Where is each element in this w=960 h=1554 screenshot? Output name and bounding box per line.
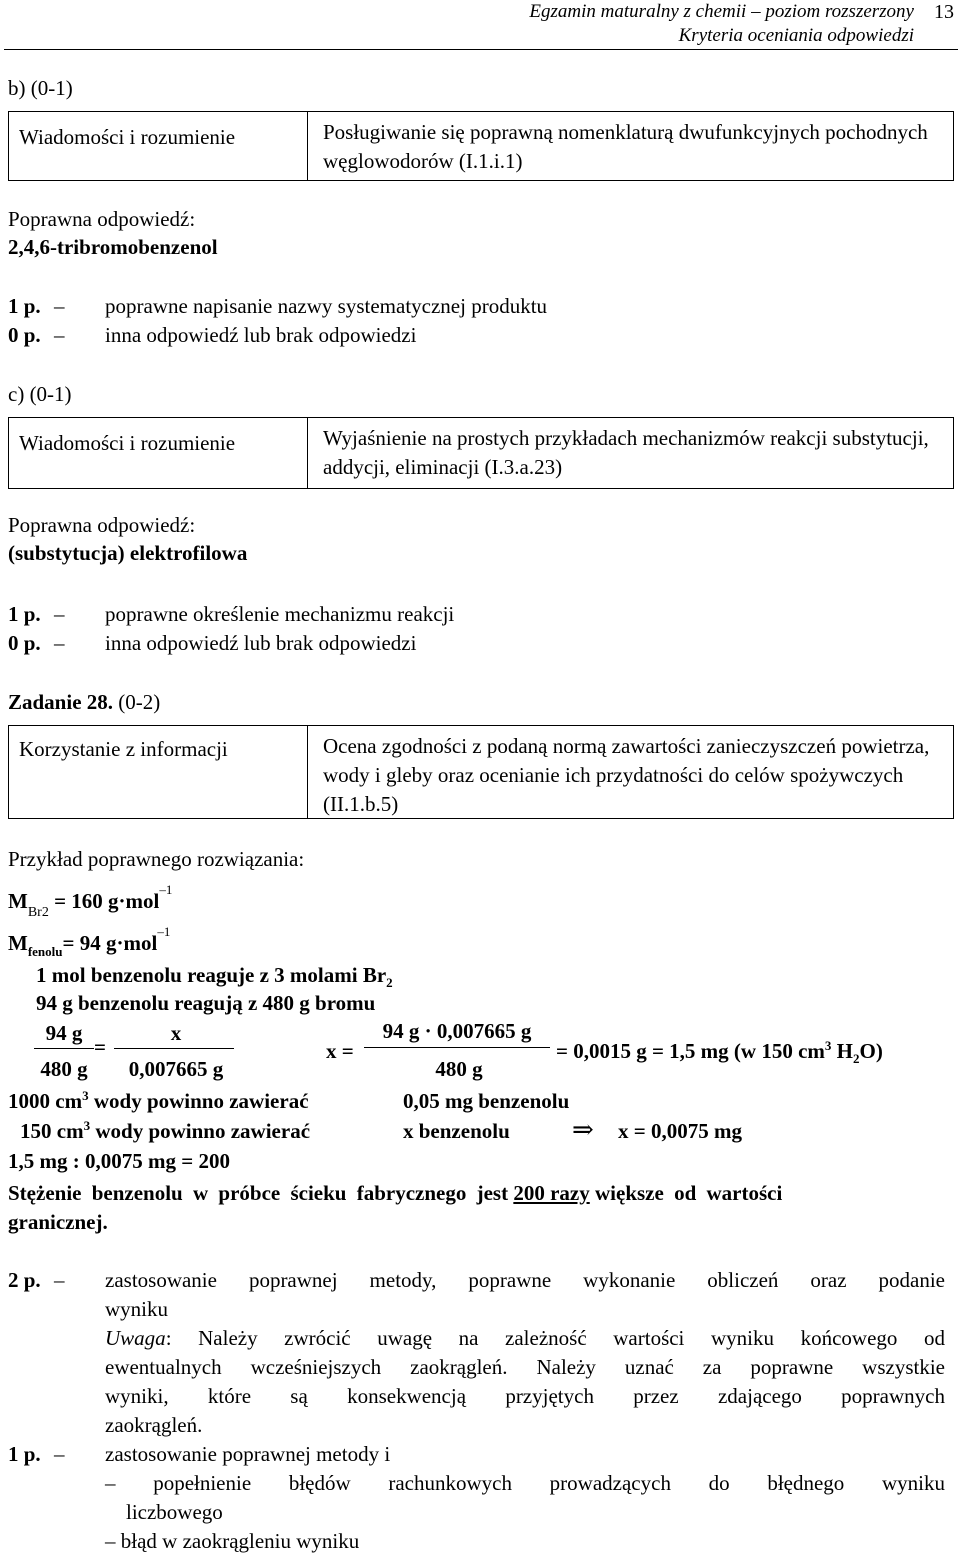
molar-mass-value: = 94 g·mol — [62, 931, 158, 955]
implies-arrow-icon: ⇒ — [572, 1115, 594, 1144]
task-28-score-1-points: 1 p. — [8, 1442, 41, 1466]
page-number: 13 — [934, 1, 954, 23]
task-28-score-2-points: 2 p. — [8, 1268, 41, 1292]
proportion-denominator-1: 480 g — [40, 1057, 88, 1081]
part-c-requirement: Wyjaśnienie na prostych przykładach mechanizmów reakcji substytucji, addycji, eliminacji (I.3.a.23) — [323, 426, 929, 479]
molar-mass-symbol: M — [8, 931, 28, 955]
water-sample-text: wody powinno zawierać — [90, 1119, 311, 1143]
water-sample-value: x benzenolu — [403, 1119, 510, 1143]
ratio-line: 1,5 mg : 0,0075 mg = 200 — [8, 1149, 230, 1173]
task-28-requirements-table — [8, 725, 954, 819]
part-c-score-1-dash: – — [54, 602, 65, 626]
volume-superscript: 3 — [82, 1088, 89, 1103]
part-c-score-0-points: 0 p. — [8, 631, 41, 655]
task-28-score-1-bullet-1-cont: liczbowego — [126, 1500, 223, 1524]
part-c-score-1-points: 1 p. — [8, 602, 41, 626]
part-b-skill-area: Wiadomości i rozumienie — [19, 125, 236, 149]
fraction-bar — [364, 1047, 550, 1048]
water-sample-result: x = 0,0075 mg — [618, 1119, 742, 1143]
molar-mass-phenol — [8, 924, 171, 959]
conclusion-text-end: większe od wartości — [595, 1181, 783, 1205]
header-subtitle: Kryteria oceniania odpowiedzi — [678, 25, 914, 46]
water-norm-text: wody powinno zawierać — [88, 1089, 309, 1113]
fraction-bar — [34, 1048, 94, 1049]
header-rule — [4, 49, 958, 50]
part-c-answer: (substytucja) elektrofilowa — [8, 541, 248, 565]
fraction-bar — [114, 1048, 234, 1049]
part-b-score-1-dash: – — [54, 294, 65, 318]
water-volume: 1000 cm — [8, 1089, 83, 1113]
water-volume: 150 cm — [20, 1119, 84, 1143]
part-c-heading: c) (0-1) — [8, 382, 72, 406]
task-28-score-1-bullet-2: – błąd w zaokrągleniu wyniku — [105, 1529, 360, 1553]
task-28-points: (0-2) — [118, 690, 161, 714]
part-b-answer-label: Poprawna odpowiedź: — [8, 207, 196, 231]
conclusion-ratio: 200 razy — [513, 1181, 590, 1205]
note-line-1-text: : Należy zwrócić uwagę na zależność wartości wyniku końcowego od — [165, 1326, 945, 1350]
x-result-text: = 0,0015 g = 1,5 mg (w 150 cm — [556, 1039, 825, 1063]
part-c-requirements-table — [8, 417, 954, 489]
x-result-h: H — [831, 1039, 854, 1063]
note-line-4: zaokrągleń. — [105, 1413, 203, 1437]
header-title: Egzamin maturalny z chemii – poziom rozszerzony — [529, 1, 914, 22]
molar-mass-br2 — [8, 882, 173, 920]
molar-mass-value: = 160 g·mol — [54, 889, 160, 913]
note-line-1 — [105, 1325, 945, 1351]
x-result-superscript: 3 — [824, 1038, 832, 1053]
water-sample-line — [20, 1118, 310, 1144]
conclusion-end: granicznej. — [8, 1210, 108, 1234]
table-divider — [307, 726, 308, 818]
part-b-score-0-dash: – — [54, 323, 65, 347]
part-b-score-0-points: 0 p. — [8, 323, 41, 347]
example-solution-label: Przykład poprawnego rozwiązania: — [8, 847, 305, 871]
part-c-score-0-dash: – — [54, 631, 65, 655]
reaction-ratio-text: 1 mol benzenolu reaguje z 3 molami Br — [36, 963, 387, 987]
reaction-mass-line: 94 g benzenolu reagują z 480 g bromu — [36, 991, 376, 1015]
table-divider — [307, 112, 308, 180]
task-28-score-2-dash: – — [54, 1268, 65, 1292]
task-28-title: Zadanie 28. — [8, 690, 114, 714]
page-header — [529, 0, 914, 48]
part-b-score-1-points: 1 p. — [8, 294, 41, 318]
task-28-heading — [8, 689, 160, 715]
conclusion-line — [8, 1180, 952, 1206]
reaction-ratio-subscript: 2 — [386, 975, 393, 991]
x-equation-result — [556, 1038, 883, 1067]
task-28-score-1-bullet-1: – popełnienie błędów rachunkowych prowadzących do błędnego wyniku — [105, 1471, 945, 1495]
proportion-numerator-2: x — [170, 1021, 182, 1045]
x-result-end: O) — [859, 1039, 883, 1063]
molar-mass-subscript: Br2 — [27, 905, 49, 920]
water-norm-line — [8, 1088, 309, 1114]
x-result-subscript: 2 — [853, 1051, 860, 1067]
conclusion-text-start: Stężenie benzenolu w próbce ścieku fabrycznego jest — [8, 1181, 509, 1205]
note-line-2: ewentualnych wcześniejszych zaokrągleń. Należy uznać za poprawne wszystkie — [105, 1355, 945, 1379]
part-b-requirements-table — [8, 111, 954, 181]
note-label: Uwaga — [105, 1326, 166, 1350]
water-norm-value: 0,05 mg benzenolu — [403, 1089, 570, 1113]
part-b-score-1-text: poprawne napisanie nazwy systematycznej produktu — [105, 294, 548, 318]
task-28-score-1-dash: – — [54, 1442, 65, 1466]
x-equation-numerator: 94 g · 0,007665 g — [382, 1019, 532, 1043]
task-28-score-1-line-1: zastosowanie poprawnej metody i — [105, 1442, 391, 1466]
table-divider — [307, 418, 308, 488]
task-28-score-2-line-2: wyniku — [105, 1297, 168, 1321]
proportion-numerator-1: 94 g — [45, 1021, 83, 1045]
part-c-score-0-text: inna odpowiedź lub brak odpowiedzi — [105, 631, 417, 655]
molar-mass-exponent: –1 — [157, 924, 171, 939]
task-28-requirement: Ocena zgodności z podaną normą zawartości zanieczyszczeń powietrza, wody i gleby oraz ocenianie ich przydatności do celów spożywczych (II.1.b.5) — [323, 734, 930, 816]
part-c-score-1-text: poprawne określenie mechanizmu reakcji — [105, 602, 455, 626]
note-line-3: wyniki, które są konsekwencją przyjętych przez zdającego poprawnych — [105, 1384, 945, 1408]
part-b-heading: b) (0-1) — [8, 76, 73, 100]
task-28-score-2-line-1: zastosowanie poprawnej metody, poprawne wykonanie obliczeń oraz podanie — [105, 1268, 945, 1292]
proportion-equals: = — [94, 1035, 106, 1059]
molar-mass-exponent: –1 — [159, 882, 173, 897]
part-b-score-0-text: inna odpowiedź lub brak odpowiedzi — [105, 323, 417, 347]
reaction-ratio-line — [36, 962, 393, 991]
part-c-skill-area: Wiadomości i rozumienie — [19, 431, 236, 455]
part-c-answer-label: Poprawna odpowiedź: — [8, 513, 196, 537]
task-28-skill-area: Korzystanie z informacji — [19, 737, 228, 761]
x-equation-denominator: 480 g — [435, 1057, 483, 1081]
molar-mass-symbol: M — [8, 889, 28, 913]
proportion-denominator-2: 0,007665 g — [128, 1057, 224, 1081]
part-b-requirement: Posługiwanie się poprawną nomenklaturą dwufunkcyjnych pochodnych węglowodorów (I.1.i.1) — [323, 120, 928, 173]
part-b-answer: 2,4,6-tribromobenzenol — [8, 235, 218, 259]
molar-mass-subscript: fenolu — [27, 944, 63, 959]
x-equation-lhs: x = — [326, 1039, 354, 1063]
volume-superscript: 3 — [83, 1118, 91, 1133]
